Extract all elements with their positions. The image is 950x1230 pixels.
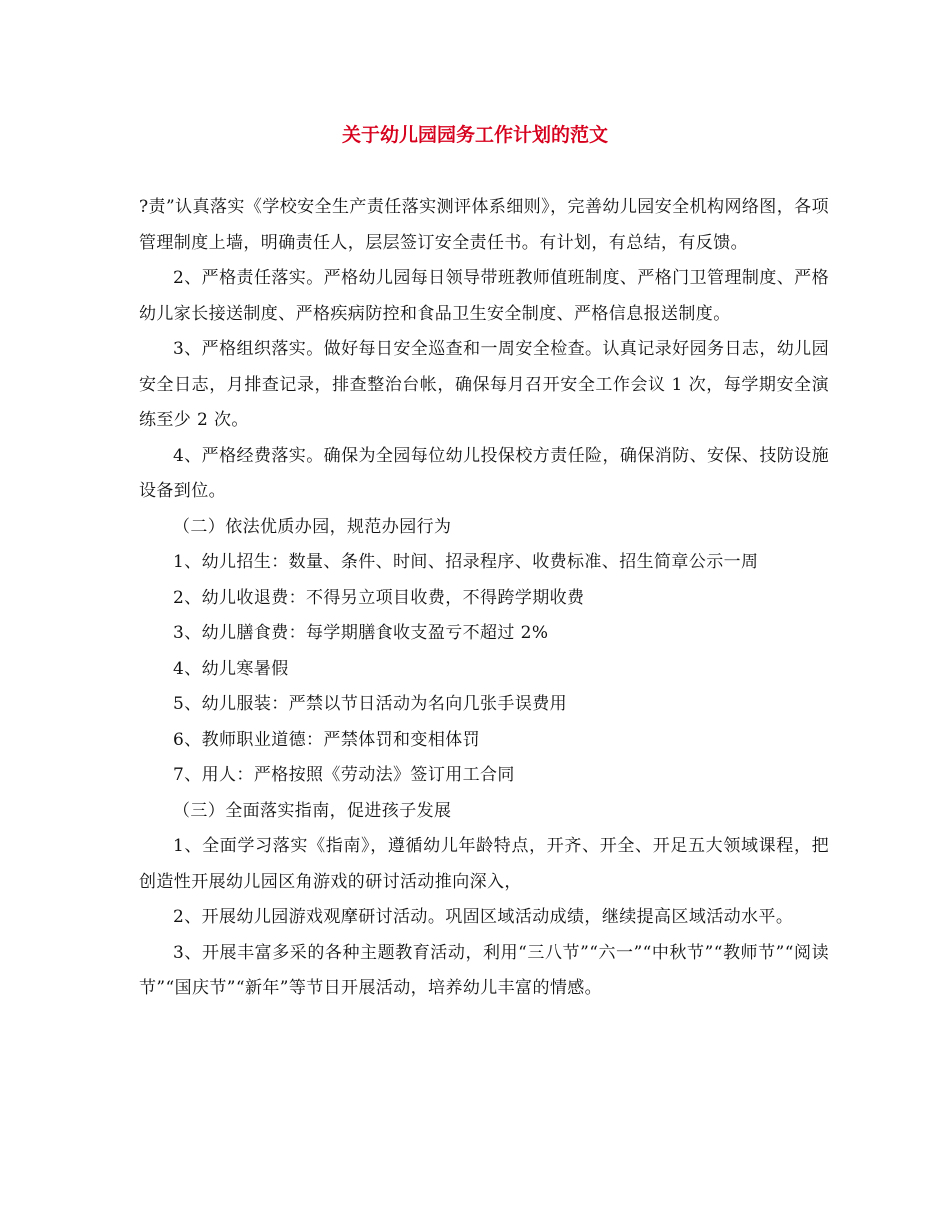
- list-item-enrollment: 1、幼儿招生：数量、条件、时间、招录程序、收费标准、招生简章公示一周: [173, 552, 759, 572]
- document-body: [139, 190, 829, 1007]
- list-item-clothing: 5、幼儿服装：严禁以节日活动为名向几张手误费用: [173, 694, 568, 714]
- section-heading-2: （二）依法优质办园，规范办园行为: [173, 516, 452, 537]
- paragraph-games: 2、开展幼儿园游戏观摩研讨活动。巩固区域活动成绩，继续提高区域活动水平。: [173, 907, 794, 927]
- list-item-meals: 3、幼儿膳食费：每学期膳食收支盈亏不超过 2%: [173, 623, 549, 643]
- list-item-holidays: 4、幼儿寒暑假: [173, 658, 289, 679]
- document-title: 关于幼儿园园务工作计划的范文: [341, 124, 608, 146]
- paragraph-themes: 3、开展丰富多采的各种主题教育活动，利用“三八节”“六一”“中秋节”“教师节”“阅读节”“国庆节”“新年”等节日开展活动，培养幼儿丰富的情感。: [139, 942, 829, 998]
- paragraph-guideline: 1、全面学习落实《指南》，遵循幼儿年龄特点，开齐、开全、开足五大领域课程，把创造性开展幼儿园区角游戏的研讨活动推向深入，: [139, 836, 829, 892]
- paragraph-2: 2、严格责任落实。严格幼儿园每日领导带班教师值班制度、严格门卫管理制度、严格幼儿家长接送制度、严格疾病防控和食品卫生安全制度、严格信息报送制度。: [139, 268, 829, 324]
- list-item-ethics: 6、教师职业道德：严禁体罚和变相体罚: [173, 729, 481, 750]
- paragraph-1: ?责”认真落实《学校安全生产责任落实测评体系细则》，完善幼儿园安全机构网络图，各项管理制度上墙，明确责任人，层层签订安全责任书。有计划，有总结，有反馈。: [139, 197, 829, 253]
- paragraph-4: 4、严格经费落实。确保为全园每位幼儿投保校方责任险，确保消防、安保、技防设施设备到位。: [139, 445, 829, 501]
- paragraph-3: 3、严格组织落实。做好每日安全巡查和一周安全检查。认真记录好园务日志，幼儿园安全日志，月排查记录，排查整治台帐，确保每月召开安全工作会议 1 次，每学期安全演练至少 2 次。: [139, 339, 829, 430]
- list-item-employment: 7、用人：严格按照《劳动法》签订用工合同: [173, 765, 515, 785]
- section-heading-3: （三）全面落实指南，促进孩子发展: [173, 800, 452, 821]
- list-item-fees: 2、幼儿收退费：不得另立项目收费，不得跨学期收费: [173, 587, 585, 608]
